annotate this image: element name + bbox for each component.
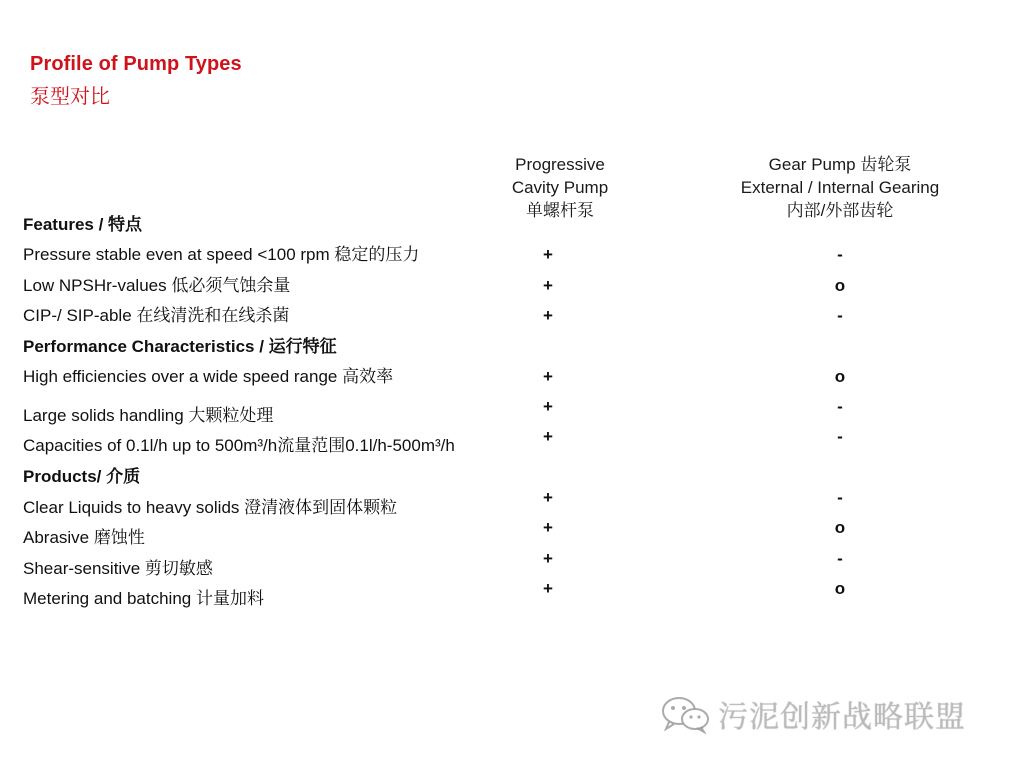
row-label: Features / 特点 [23,215,143,234]
row-label: Low NPSHr-values 低必须气蚀余量 [23,276,291,295]
pcp-rating: + [543,488,553,507]
gear-rating: o [834,276,846,295]
row-label: Capacities of 0.1l/h up to 500m³/h流量范围0.1l/h-500m³/h [23,436,455,455]
gear-rating: - [837,549,843,568]
wechat-icon [660,694,710,734]
gear-rating: o [834,367,846,386]
table-row [0,396,1021,426]
table-row [0,426,1021,456]
table-row [0,578,1021,608]
column-header-line: 单螺杆泵 [526,201,594,220]
column-header-progressive-cavity-pump [480,153,640,222]
watermark-text: 污泥创新战略联盟 [718,700,966,735]
gear-rating: - [837,427,843,446]
gear-rating: o [834,579,846,598]
gear-rating: - [837,245,843,264]
pcp-rating: + [543,306,553,325]
row-label: Large solids handling 大颗粒处理 [23,406,274,425]
row-label: Clear Liquids to heavy solids 澄清液体到固体颗粒 [23,498,398,517]
pcp-rating: + [543,245,553,264]
row-label: Products/ 介质 [23,467,141,486]
column-header-line: Progressive [515,155,605,174]
page-title: Profile of Pump Types [30,53,242,75]
gear-rating: - [837,306,843,325]
row-label: Performance Characteristics / 运行特征 [23,337,337,356]
page-title-chinese: 泵型对比 [30,84,110,108]
pcp-rating: + [543,397,553,416]
pcp-rating: + [543,579,553,598]
gear-rating: - [837,488,843,507]
pcp-rating: + [543,518,553,537]
table-row [0,244,1021,274]
wechat-watermark [660,692,966,736]
pcp-rating: + [543,549,553,568]
row-label: High efficiencies over a wide speed range 高效率 [23,367,394,386]
row-label: Metering and batching 计量加料 [23,589,264,608]
row-label: CIP-/ SIP-able 在线清洗和在线杀菌 [23,306,290,325]
column-header-line: 内部/外部齿轮 [786,201,894,220]
pcp-rating: + [543,367,553,386]
gear-rating: - [837,397,843,416]
section-row-performance [0,336,1021,366]
column-header-line: External / Internal Gearing [740,178,940,197]
table-row [0,366,1021,396]
table-row [0,517,1021,547]
column-header-gear-pump [700,153,980,222]
row-label: Shear-sensitive 剪切敏感 [23,559,213,578]
row-label: Abrasive 磨蚀性 [23,528,145,547]
pcp-rating: + [543,276,553,295]
gear-rating: o [834,518,846,537]
column-header-line: Cavity Pump [511,178,609,197]
table-row [0,275,1021,305]
pcp-rating: + [543,427,553,446]
row-label: Pressure stable even at speed <100 rpm 稳定的压力 [23,245,420,264]
table-row [0,548,1021,578]
table-row [0,487,1021,517]
column-header-line: Gear Pump 齿轮泵 [768,155,912,174]
section-row-features [0,214,1021,244]
table-row [0,305,1021,335]
